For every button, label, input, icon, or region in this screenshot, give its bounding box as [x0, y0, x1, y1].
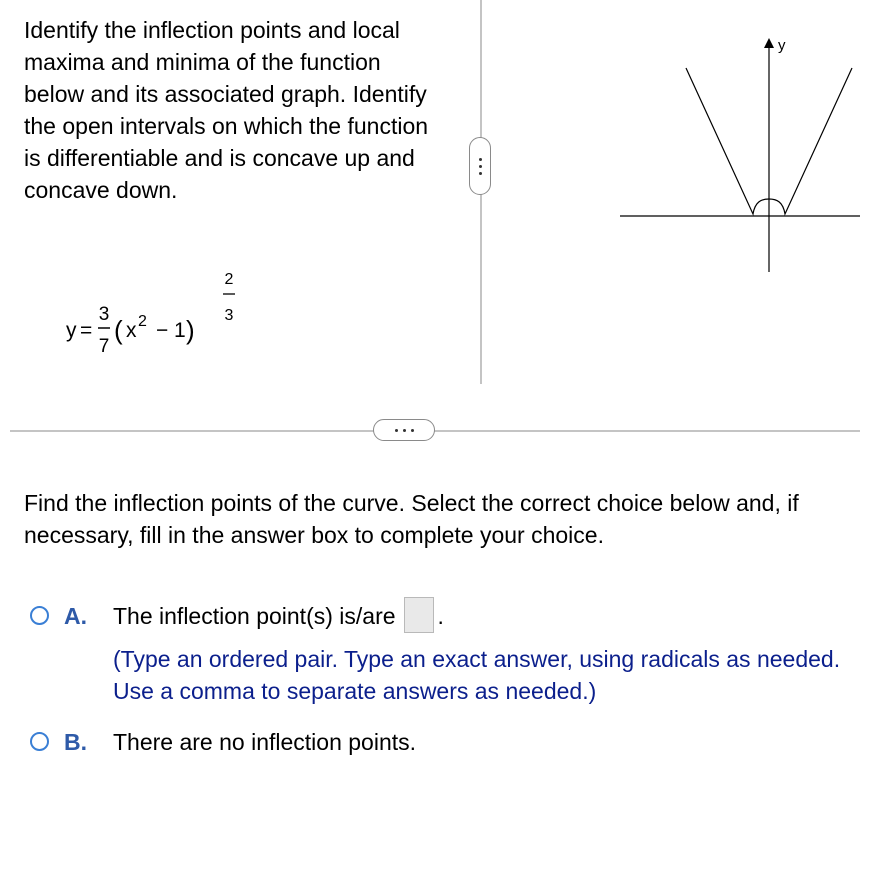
drag-dot	[395, 429, 398, 432]
answer-hint: (Type an ordered pair. Type an exact answer, using radicals as needed. Use a comma to separate answers as needed.)	[113, 646, 841, 704]
y-axis-arrow-icon	[764, 38, 774, 48]
exp-numerator: 2	[224, 271, 234, 288]
question-text: Identify the inflection points and local maxima and minima of the function below and its associated graph. Identify the open intervals on which the function is differentiable and is concave up and concave down.	[24, 17, 429, 203]
formula-inner-power: 2	[138, 313, 147, 330]
formula-open-paren: (	[114, 315, 123, 345]
formula-base: x	[126, 319, 137, 342]
choice-a-text-before: The inflection point(s) is/are	[113, 603, 396, 629]
choice-b-text: There are no inflection points.	[113, 729, 417, 755]
exp-denominator: 3	[224, 307, 234, 324]
choice-b-radio[interactable]	[30, 732, 49, 751]
formula-close-paren: )	[186, 315, 195, 345]
drag-dot	[403, 429, 406, 432]
choice-b-letter: B.	[64, 729, 87, 755]
drag-dots-icon	[470, 138, 490, 194]
formula-equals: =	[80, 319, 93, 342]
answer-input[interactable]	[404, 597, 434, 633]
coef-numerator: 3	[98, 304, 110, 325]
formula-one: 1	[174, 319, 186, 342]
choice-a-letter: A.	[64, 603, 87, 629]
choice-a-radio[interactable]	[30, 606, 49, 625]
formula-lhs: y	[66, 319, 77, 342]
prompt-text: Find the inflection points of the curve. Select the correct choice below and, if necessary, fill in the answer box to complete your choice.	[24, 490, 799, 548]
formula-minus: −	[156, 319, 169, 342]
function-formula	[64, 268, 284, 378]
drag-dot	[411, 429, 414, 432]
horizontal-divider	[10, 430, 860, 432]
function-graph	[616, 28, 864, 278]
coef-denominator: 7	[98, 336, 110, 357]
vertical-resize-handle[interactable]	[469, 137, 491, 195]
choice-a[interactable]	[30, 601, 870, 637]
choice-a-text-after: .	[437, 603, 444, 629]
choice-b[interactable]	[30, 727, 870, 763]
y-axis-label: y	[778, 37, 786, 54]
horizontal-resize-handle[interactable]	[373, 419, 435, 441]
choice-a-text	[113, 601, 444, 633]
